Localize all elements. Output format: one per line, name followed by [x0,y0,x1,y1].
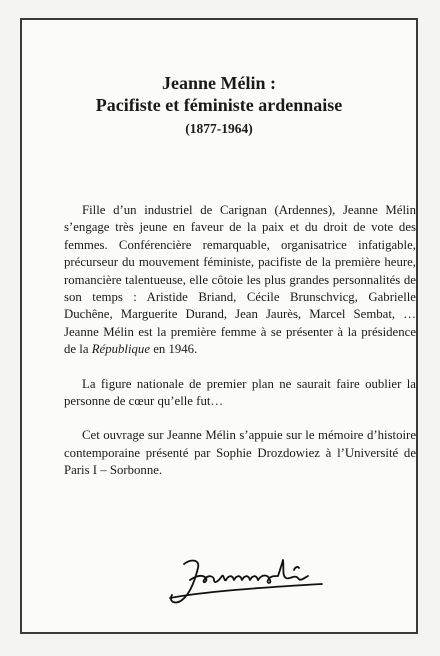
document-title [22,72,416,140]
paragraph-biography [64,202,416,359]
paragraph-biography-end: en 1946. [150,342,198,357]
paragraph-biography-emphasis: République [91,342,150,357]
signature-image [162,550,337,610]
paragraph-biography-text: Fille d’un industriel de Carignan (Ardennes), Jeanne Mélin s’engage très jeune en faveur de la paix et du droit de vote des femmes. Conférencière remarquable, organisatrice infatigable, précurseur du mouvement féministe, pacifiste de la première heure, romancière talentueuse, elle côtoie les plus grandes personnalités de son temps : Aristide Briand, Cécile Brunschvicg, Gabrielle Duchêne, Marguerite Durand, Jean Jaurès, Marcel Sembat, … Jeanne Mélin est la première femme à se présenter à la présidence de la [64,203,416,357]
title-dates: (1877-1964) [185,121,253,136]
body-text [64,202,416,497]
document-frame [20,18,418,634]
title-subtitle: Pacifiste et féministe ardennaise [95,95,343,115]
title-name: Jeanne Mélin : [162,73,276,93]
paragraph-figure: La figure nationale de premier plan ne saurait faire oublier la personne de cœur qu’elle fut… [64,376,416,409]
paragraph-source: Cet ouvrage sur Jeanne Mélin s’appuie sur le mémoire d’histoire contemporaine présenté par Sophie Drozdowiez à l’Université de Paris I – Sorbonne. [64,428,416,478]
